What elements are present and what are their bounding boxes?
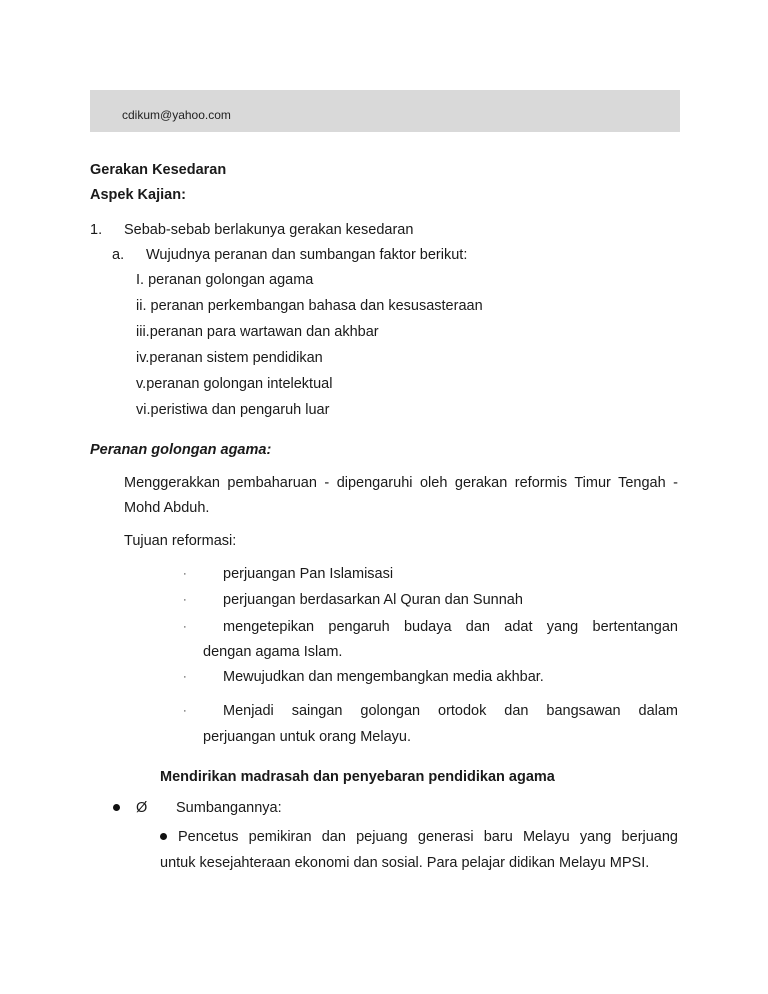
header-email: cdikum@yahoo.com [122, 108, 231, 122]
list-item: vi.peristiwa dan pengaruh luar [136, 402, 330, 418]
list-item: I. peranan golongan agama [136, 272, 314, 288]
section1-text: Sebab-sebab berlakunya gerakan kesedaran [124, 222, 414, 238]
list-item: ii. peranan perkembangan bahasa dan kesusasteraan [136, 298, 483, 314]
page-title: Gerakan Kesedaran [90, 162, 227, 178]
list-item: v.peranan golongan intelektual [136, 376, 333, 392]
bullet-marker: · [183, 705, 187, 717]
bullet-dot-icon [113, 804, 120, 811]
section2-para-line2: Mohd Abduh. [124, 500, 210, 516]
section2-heading: Peranan golongan agama: [90, 442, 272, 458]
bullet-text: Mewujudkan dan mengembangkan media akhbar. [223, 669, 544, 685]
header-band [90, 90, 680, 132]
sumbangan-label: Sumbangannya: [176, 800, 282, 816]
section3-heading: Mendirikan madrasah dan penyebaran pendidikan agama [160, 769, 555, 785]
bullet-text: perjuangan berdasarkan Al Quran dan Sunnah [223, 592, 523, 608]
bullet-text: mengetepikan pengaruh budaya dan adat yang bertentangan [223, 619, 678, 635]
page-subtitle: Aspek Kajian: [90, 187, 186, 203]
list-item: iv.peranan sistem pendidikan [136, 350, 323, 366]
bullet-dot-icon [160, 833, 167, 840]
sumbangan-point-line1: Pencetus pemikiran dan pejuang generasi baru Melayu yang berjuang [178, 829, 678, 845]
bullet-marker: · [183, 621, 187, 633]
section1-sub-text: Wujudnya peranan dan sumbangan faktor berikut: [146, 247, 468, 263]
arrow-marker: Ø [136, 800, 148, 816]
list-item: iii.peranan para wartawan dan akhbar [136, 324, 379, 340]
bullet-text: Menjadi saingan golongan ortodok dan bangsawan dalam [223, 703, 678, 719]
tujuan-label: Tujuan reformasi: [124, 533, 237, 549]
section1-number: 1. [90, 222, 103, 238]
bullet-text: perjuangan Pan Islamisasi [223, 566, 394, 582]
bullet-text-cont: perjuangan untuk orang Melayu. [203, 729, 411, 745]
section2-para-line1: Menggerakkan pembaharuan - dipengaruhi oleh gerakan reformis Timur Tengah - [124, 475, 678, 491]
bullet-marker: · [183, 568, 187, 580]
sumbangan-point-line2: untuk kesejahteraan ekonomi dan sosial. Para pelajar didikan Melayu MPSI. [160, 855, 650, 871]
bullet-marker: · [183, 594, 187, 606]
section1-sub-letter: a. [112, 247, 125, 263]
bullet-marker: · [183, 671, 187, 683]
bullet-text-cont: dengan agama Islam. [203, 644, 343, 660]
